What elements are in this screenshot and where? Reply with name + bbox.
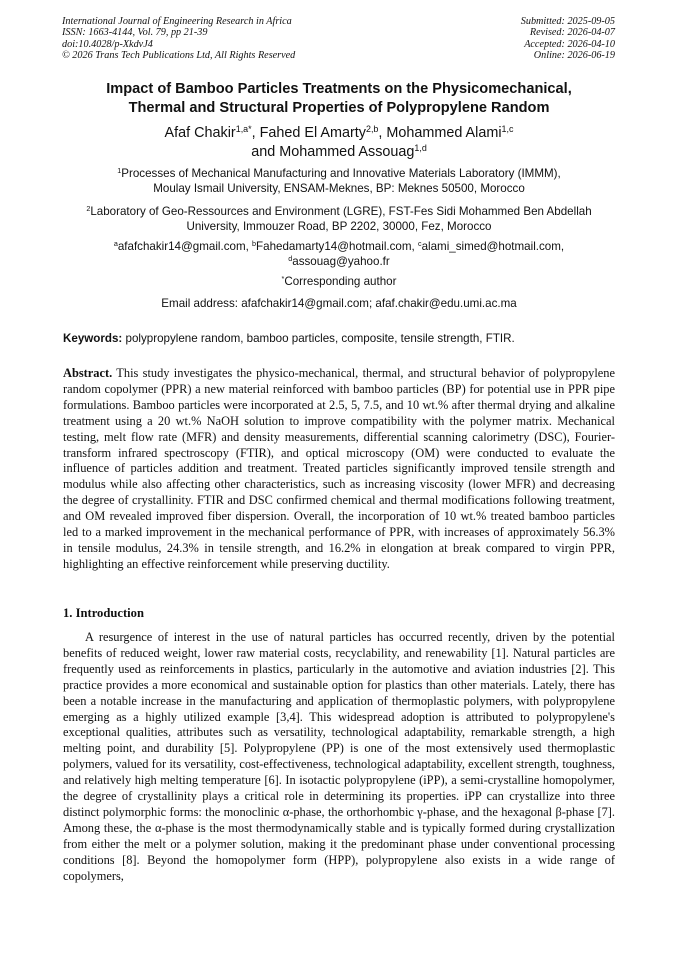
author-name: and Mohammed Assouag [251,144,415,160]
email-sup: a [113,239,118,249]
author-sep: , [378,125,387,141]
email-address: Email address: afafchakir14@gmail.com; afaf.chakir@edu.umi.ac.ma [161,297,517,310]
title-line-1: Impact of Bamboo Particles Treatments on the Physicomechanical, [106,81,572,97]
journal-info [62,16,295,62]
author-sup: 2,b [365,124,379,135]
introduction-paragraph: A resurgence of interest in the use of natural particles has occurred recently, driven by the potential benefits of reduced weight, lower raw material costs, recyclability, and renewability [1]. Natural particles are frequently used as reinforcements in plastics, particularly in the automotive and aviation industries [2]. This practice provides a more economical and sustainable option for plastics than other materials. Lately, there has been a notable increase in the manufacturing and application of thermoplastic polymers, with polypropylene emerging as a highly utilized example [3,4]. This widespread adoption is attributed to polypropylene's exceptional qualities, attributes such as versatility, technological adaptability, remarkable strength, a high melting point, and durability [5]. Polypropylene (PP) is one of the most extensively used thermoplastic polymers, valued for its versatility, cost-effectiveness, technological adaptability, excellent strength, toughness, and relatively high melting temperature [6]. In isotactic polypropylene (iPP), a semi-crystalline homopolymer, the degree of crystallinity plays a critical role in determining its properties. iPP can crystallize into three distinct polymorphic forms: the monoclinic α-phase, the orthorhombic γ-phase, and the hexagonal β-phase [7]. Among these, the α-phase is the most thermodynamically stable and is typically formed during crystallization from either the melt or a polymer solution, making it the predominant phase under conventional processing conditions [8]. Beyond the homopolymer form (HPP), polypropylene also exists in a wide range of copolymers, [63,630,615,883]
email-link[interactable]: assouag@yahoo.fr [292,255,390,268]
publication-dates [521,16,615,62]
section-heading: 1. Introduction [63,606,144,620]
affiliation-line: University, Immouzer Road, BP 2202, 30000, Fez, Morocco [186,220,492,233]
author-emails [40,239,638,269]
author-line-2 [40,143,638,162]
author-line-1 [40,124,638,143]
date-online: Online: 2026-06-19 [533,50,615,62]
email-link[interactable]: alami_simed@hotmail.com, [421,240,565,253]
journal-doi: doi:10.4028/p-XkdvJ4 [62,38,153,50]
affiliation-1 [40,166,638,196]
affiliation-line: Processes of Mechanical Manufacturing and Innovative Materials Laboratory (IMMM), [121,167,561,180]
journal-name: International Journal of Engineering Research in Africa [62,16,292,27]
corresponding-author [40,274,638,289]
author-name: Mohammed Alami [386,125,502,141]
author-name: Afaf Chakir [164,125,236,141]
abstract [63,366,615,573]
date-revised: Revised: 2026-04-07 [529,27,615,39]
author-sup: 1,a* [235,124,252,135]
date-submitted: Submitted: 2025-09-05 [520,16,615,27]
email-sup: b [252,239,257,249]
journal-copyright: © 2026 Trans Tech Publications Ltd, All Rights Reserved [62,50,296,62]
email-link[interactable]: afafchakir14@gmail.com, [117,240,253,253]
author-sup: 1,d [414,143,427,154]
keywords-text: polypropylene random, bamboo particles, composite, tensile strength, FTIR. [122,332,515,345]
keywords-label: Keywords: [63,332,123,345]
author-list [40,124,638,162]
corresponding-sup: * [281,274,285,284]
affiliation-line: Laboratory of Geo-Ressources and Environment (LGRE), FST-Fes Sidi Mohammed Ben Abdellah [90,205,592,218]
author-name: Fahed El Amarty [259,125,366,141]
affiliation-sup: 1 [117,166,122,176]
abstract-label: Abstract. [63,366,113,380]
affiliation-sup: 2 [86,204,91,214]
email-sup: d [288,254,293,264]
keywords [63,331,615,346]
date-accepted: Accepted: 2026-04-10 [524,38,615,50]
title-line-2: Thermal and Structural Properties of Polypropylene Random [128,100,550,116]
affiliation-2 [40,204,638,234]
email-sup: c [417,239,422,249]
author-sup: 1,c [501,124,514,135]
journal-issn: ISSN: 1663-4144, Vol. 79, pp 21-39 [62,27,208,39]
affiliation-line: Moulay Ismail University, ENSAM-Meknes, BP: Meknes 50500, Morocco [153,182,525,195]
corresponding-label: Corresponding author [284,275,397,288]
author-sep: , [251,125,260,141]
email-link[interactable]: Fahedamarty14@hotmail.com, [256,240,418,253]
paper-title [40,80,638,118]
abstract-text: This study investigates the physico-mechanical, thermal, and structural behavior of polypropylene random copolymer (PPR) a new material reinforced with bamboo particles (BP) for potential use in PPR pipe formulations. Bamboo particles were incorporated at 2.5, 5, 7.5, and 10 wt.% after thermal drying and alkaline treatment using a 20 wt.% NaOH solution to improve compatibility with the polymer matrix. Mechanical testing, melt flow rate (MFR) and density measurements, differential scanning calorimetry (DSC), Fourier-transform infrared spectroscopy (FTIR), and optical microscopy (OM) were conducted to evaluate the influence of particles addition and treatment. Treated particles significantly improved tensile strength and modulus while also affecting other characteristics, such as increasing viscosity (lower MFR) and decreasing the degree of crystallinity. FTIR and DSC confirmed chemical and thermal modifications following treatment, and OM revealed improved fiber dispersion. Overall, the incorporation of 10 wt.% treated bamboo particles led to a marked improvement in the mechanical performance of PPR, with increases of approximately 56.3% in tensile modulus, 24.3% in tensile strength, and 16.2% in elongation at break compared to virgin PPR, highlighting an effective reinforcement while preserving ductility. [63,366,615,571]
